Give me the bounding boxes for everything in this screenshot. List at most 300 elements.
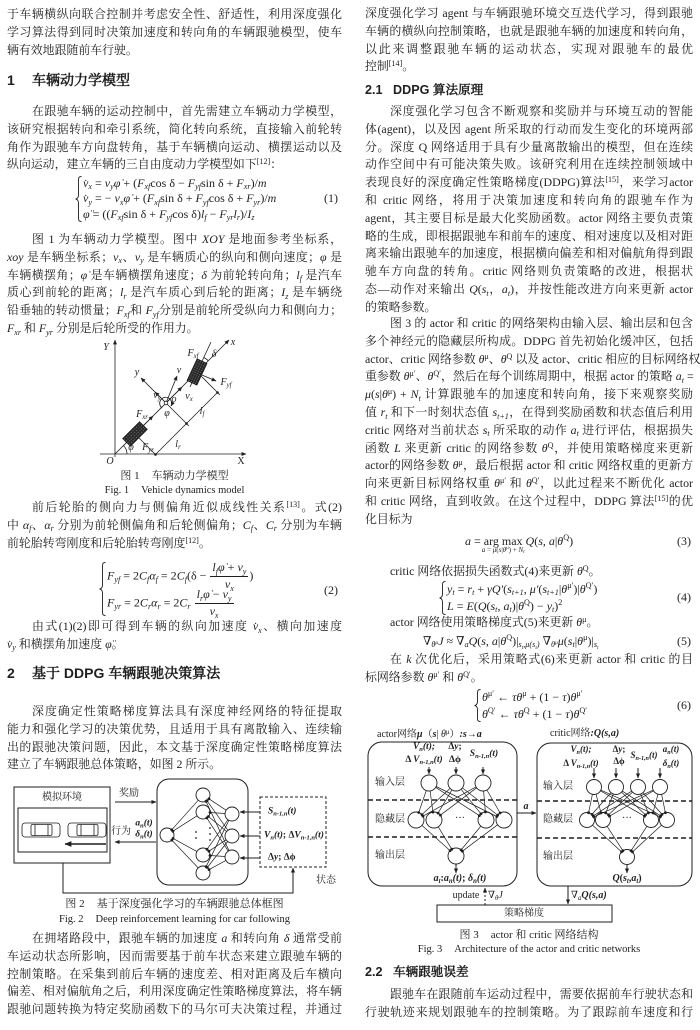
subscript: y: [140, 256, 144, 266]
text-line: [7, 121, 342, 139]
paragraph: [7, 930, 342, 1019]
text-run: 。: [588, 564, 601, 578]
text-run: = ((: [89, 206, 111, 221]
superscript: μ: [554, 640, 558, 647]
text-run: 和: [21, 320, 39, 335]
math-italic: I: [281, 285, 286, 300]
equation-line: [482, 707, 587, 722]
text-line: [365, 228, 693, 246]
caption-label: Fig. 1: [104, 485, 130, 496]
subscript: t: [385, 411, 388, 421]
math-italic: φ̇: [218, 560, 225, 574]
text-run: 为前轮转向角；: [206, 267, 297, 282]
subscript: t: [523, 550, 525, 556]
subscript: n: [667, 749, 671, 756]
network-connection: [462, 825, 497, 851]
text-run: (: [477, 281, 482, 296]
network-connection: [436, 787, 480, 815]
text-line: [7, 739, 342, 757]
text-run: |: [436, 729, 441, 740]
text-line: [7, 6, 342, 24]
text-run: 动作空间中有可能决策失败。该研究利用在连续控制领域中: [365, 157, 693, 172]
math-italic: o: [171, 394, 177, 405]
superscript: μ′: [500, 476, 507, 486]
math-italic: S: [268, 806, 274, 817]
bold-italic-text: :Q(s,a): [590, 728, 620, 739]
superscript: Q: [563, 533, 570, 543]
text-run: 分别为车辆: [276, 517, 342, 532]
label-vehicle-y-axis: [135, 368, 139, 378]
bold-italic-text: (s,a): [588, 890, 607, 901]
math-italic: I: [247, 206, 252, 221]
neuron-node: [587, 780, 602, 795]
subscript: t: [507, 288, 511, 298]
math-italic: μ: [557, 633, 564, 648]
math-italic: S: [469, 749, 476, 759]
text-run: 态—动作对来输出: [365, 281, 470, 296]
math-italic: θ: [576, 615, 583, 629]
paragraph: [7, 231, 342, 338]
subscript: x: [258, 625, 262, 635]
caption-text: Deep reinforcement learning for car following: [95, 914, 290, 925]
math-italic: a: [675, 369, 682, 384]
text-run: 通常受前: [289, 931, 342, 945]
math-italic: v: [237, 560, 243, 574]
math-italic: φ̈: [83, 206, 90, 221]
text-line: [7, 948, 342, 966]
text-run: 来更新 critic 的网络参数: [400, 440, 542, 455]
text-run: 深度确定性策略梯度算法具有深度神经网络的特征提取: [32, 704, 342, 718]
text-run: ，: [488, 281, 502, 296]
paragraph: [7, 703, 342, 774]
math-italic: τ: [565, 706, 570, 721]
text-run: 是地面参考坐标系，: [224, 232, 342, 246]
text-run: = 2: [120, 568, 140, 583]
subscript: [551, 640, 558, 649]
text-run: ; Δ: [282, 830, 295, 841]
text-run: sin δ +: [200, 175, 237, 190]
text-run: −: [209, 587, 223, 601]
math-italic: θ: [541, 440, 548, 455]
math-italic: r: [380, 404, 386, 419]
math-italic: a: [433, 873, 439, 884]
paragraph: [365, 315, 700, 529]
text-run: sin δ +: [160, 191, 196, 205]
text-line: [365, 368, 693, 386]
superscript: [12]: [256, 157, 271, 167]
text-run: ∇: [539, 633, 551, 648]
label-origin: [106, 457, 113, 467]
state-deviation-label: [268, 853, 296, 863]
math-italic: θ: [525, 476, 532, 491]
network-graphs: [408, 775, 675, 865]
fraction: [195, 588, 234, 619]
connection-arrowhead: [480, 812, 483, 815]
text-line: [365, 651, 693, 669]
math-italic: y: [134, 367, 140, 378]
math-italic: θ: [478, 351, 485, 366]
text-line: [365, 315, 693, 333]
math-italic: (t): [433, 755, 443, 765]
math-italic: μ: [492, 545, 497, 554]
math-italic: s: [567, 633, 573, 648]
network-connection: [210, 813, 225, 814]
math-italic: θ: [403, 369, 410, 384]
text-run: 是车辆坐标系；: [23, 249, 114, 264]
actor-network-title: [377, 730, 482, 740]
math-italic: s: [482, 422, 488, 437]
math-italic: v: [113, 249, 119, 264]
subscript: a: [464, 640, 469, 650]
math-italic: F: [159, 206, 167, 221]
superscript: μ′: [487, 689, 495, 699]
text-run: 辆有效地跟随前车行驶。: [7, 42, 138, 57]
figure-3: [360, 726, 698, 926]
critic-network-title: [550, 729, 619, 739]
superscript: μ′: [567, 581, 574, 591]
update-label: update: [452, 890, 480, 901]
dimension-tick: [216, 391, 219, 394]
label-row: [631, 749, 658, 763]
text-run: ): [569, 706, 574, 721]
subscript: yf: [202, 197, 209, 207]
math-italic: θ: [550, 640, 555, 650]
neuron-node: [653, 780, 668, 795]
neuron-node: [475, 775, 491, 791]
section-title: 车辆跟驰误差: [393, 965, 469, 979]
dimension-tick: [185, 422, 188, 425]
subscript: t: [552, 605, 555, 615]
text-line: [7, 703, 342, 721]
text-run: ,: [628, 873, 632, 884]
text-run: 前后轮胎的侧向力与侧偏角近似成线性关系: [32, 500, 287, 514]
math-italic: F: [187, 348, 194, 359]
text-line: [365, 1004, 693, 1022]
math-italic: F: [145, 303, 153, 318]
math-italic: γQ′: [487, 581, 504, 596]
numerator: [210, 561, 248, 577]
text-run: actor 网络使用策略梯度式(5)来更新: [390, 615, 577, 629]
math-italic: V: [413, 755, 420, 765]
math-italic: δ: [662, 758, 668, 768]
math-italic: S: [630, 750, 636, 760]
subscript: t: [636, 878, 639, 886]
text-run: critic 网络对当前状态: [365, 422, 483, 437]
text-line: [7, 42, 342, 60]
label-ground-x-axis: [237, 457, 244, 467]
equation-number: (3): [677, 533, 691, 548]
math-italic: F: [7, 320, 15, 335]
superscript: μ′: [433, 669, 440, 679]
math-italic: φ̇: [80, 267, 88, 282]
subscript: t: [509, 605, 512, 615]
label-row: [613, 743, 626, 755]
math-italic: F: [116, 303, 124, 318]
text-run: 控制策略。在采集到前后车辆的速度差、相对距离及后车横向: [7, 966, 342, 981]
subscript: r: [123, 291, 127, 301]
superscript: μ: [435, 640, 439, 647]
superscript: Q: [547, 440, 554, 450]
text-run: 跟驰车在跟随前车运动过程中，需要依据前车行驶状态和: [390, 987, 693, 1001]
math-italic: v̇: [252, 619, 259, 633]
text-line: [7, 302, 342, 320]
text-run: 进行评估，根据损失: [578, 422, 693, 437]
caption-label: 图 2: [65, 898, 85, 910]
text-run: 是车辆横摆角速度；: [87, 267, 202, 282]
subscript: f: [299, 274, 302, 284]
math-italic: s: [593, 640, 598, 650]
network-connection: [592, 793, 611, 815]
state-label: 状态: [316, 875, 336, 886]
text-run: 向来更新目标网络权重: [365, 476, 495, 491]
text-run: ←: [495, 706, 514, 721]
network-connection: [173, 816, 197, 831]
text-line: [365, 986, 693, 1004]
text-run: 以此来调整跟驰车辆的运动状态，实现对跟驰车的最优: [365, 41, 693, 56]
ellipsis-dot: [209, 833, 211, 835]
math-italic: Q: [468, 633, 478, 648]
text-run: 图 1 为车辆动力学模型。图中: [32, 232, 203, 246]
section-number: 1: [7, 72, 15, 88]
text-line: [365, 333, 693, 351]
equation-brace: [75, 176, 83, 222]
text-line: [365, 139, 693, 157]
text-run: 、: [252, 517, 266, 532]
equation-line: [107, 587, 235, 620]
connection-arrowhead: [461, 850, 464, 853]
math-italic: a: [491, 633, 498, 648]
subscript: xr: [142, 414, 148, 422]
math-italic: τθ: [513, 706, 524, 721]
superscript: Q′: [463, 669, 471, 679]
math-italic: F: [187, 175, 196, 190]
text-line: [365, 351, 700, 369]
equation-number: (4): [677, 590, 691, 604]
subscript: t: [681, 375, 684, 385]
math-italic: φ: [320, 249, 327, 264]
connection-arrowhead: [652, 811, 655, 814]
text-run: + (: [130, 191, 147, 205]
subscript: t: [597, 644, 599, 651]
math-italic: Q: [469, 281, 478, 296]
connection-arrowhead: [592, 816, 595, 819]
simulation-environment-label: 模拟环境: [42, 792, 82, 803]
critic-hidden-ellipsis: ···: [622, 813, 632, 824]
action-acceleration-label: [135, 819, 152, 829]
subscript: r: [273, 524, 277, 534]
dimension-tick: [154, 453, 157, 456]
text-run: 分。深度 Q 网络适用于具有少量离散输出的模型，但在连续: [365, 139, 693, 154]
ellipsis-dot: [195, 831, 197, 833]
text-run: =: [91, 175, 105, 190]
section-heading-2: [7, 664, 337, 682]
paragraph: [7, 499, 342, 552]
text-run: Δ: [268, 852, 274, 863]
text-run: (: [619, 873, 624, 884]
label-vehicle-x-axis: [231, 338, 235, 348]
math-italic: r: [467, 581, 473, 596]
math-italic: s: [542, 581, 548, 596]
text-run: ): [249, 568, 254, 583]
heading-angle-arc: [124, 446, 128, 455]
math-italic: δ: [283, 931, 290, 945]
superscript: Q: [506, 351, 513, 361]
text-run: 于车辆横纵向联合控制并考虑安全性、舒适性，利用深度强化: [7, 7, 342, 21]
subscript: t: [418, 393, 421, 403]
math-italic: C: [139, 595, 148, 610]
text-run: |: [558, 581, 562, 596]
math-italic: a: [501, 281, 508, 296]
section-number: 2.1: [365, 83, 383, 97]
superscript: Q′: [433, 369, 441, 379]
math-italic: k: [406, 652, 412, 666]
caption-text: 基于深度强化学习的车辆跟驰总体框图: [96, 898, 284, 910]
superscript: μ: [484, 351, 489, 361]
text-run: (: [473, 598, 478, 613]
math-italic: μ′: [529, 581, 539, 596]
text-run: ): [638, 873, 642, 884]
math-italic: τ: [562, 689, 567, 704]
text-run: arg max: [483, 533, 523, 548]
subscript: t+1: [511, 588, 524, 598]
text-run: ∇: [571, 890, 578, 901]
text-line: [365, 457, 693, 475]
subsection-heading-2-2: [365, 963, 695, 981]
text-run: 分别是前轮所受纵向力和侧向力；: [158, 303, 342, 318]
subscript: y: [110, 182, 114, 192]
paragraph: [365, 651, 693, 687]
equation-line: [83, 207, 255, 222]
text-run: 车辆横摆角；: [7, 267, 81, 282]
text-run: agent，其主要目标是最大化奖励函数。actor 网络主要负责策: [365, 210, 693, 225]
bold-italic-text: a: [523, 801, 529, 812]
label-row: [563, 743, 598, 757]
text-run: 、: [488, 351, 501, 366]
figure-1-caption-en: [7, 484, 342, 498]
math-italic: XOY: [202, 232, 225, 246]
text-run: Δ: [405, 755, 414, 765]
text-run: 是车辆绕: [288, 285, 342, 300]
math-italic: δ: [467, 873, 474, 884]
text-run: ): [536, 640, 540, 650]
text-line: [7, 231, 342, 249]
actor-input-deviation-label: [448, 741, 461, 767]
subscript: a: [577, 895, 582, 903]
text-line: [365, 174, 693, 192]
center-of-gravity: [164, 401, 168, 405]
equation-number: (6): [677, 698, 691, 712]
network-connection: [172, 800, 199, 830]
actor-hidden-ellipsis: ···: [455, 813, 465, 824]
text-run: ∇: [488, 890, 495, 901]
label-row: [448, 741, 461, 754]
critic-input-velocity-label: [563, 743, 598, 771]
text-run: |: [554, 533, 558, 548]
math-italic: τθ: [512, 689, 523, 704]
equation-line: [107, 560, 254, 593]
text-run: 离来输出跟驰车的加速度，根据横向偏差和相对偏航角得到跟: [365, 246, 693, 261]
label-fxf: [187, 349, 198, 359]
caption-label: Fig. 3: [417, 944, 443, 955]
superscript: Q′: [585, 581, 594, 591]
figure-1: [90, 335, 260, 467]
text-line: [365, 511, 693, 529]
bold-italic-text: μ: [417, 729, 423, 740]
text-run: Δ: [612, 744, 619, 754]
math-italic: F: [38, 320, 47, 335]
text-run: 所采取的动作: [489, 422, 571, 437]
subscript: yf: [152, 309, 159, 319]
text-line: [365, 299, 693, 317]
text-run: = 2: [160, 595, 180, 610]
label-row: [448, 754, 461, 767]
ellipsis-dot: [195, 837, 197, 839]
text-run: 纵向运动，建立车辆的三自由度动力学模型如下: [7, 157, 257, 172]
text-line: [7, 249, 342, 267]
math-italic: C: [139, 568, 148, 583]
text-run: 在: [390, 652, 407, 666]
text-run: (: [486, 598, 491, 613]
label-cg: [172, 395, 177, 405]
paragraph: [7, 618, 342, 654]
math-italic: v: [176, 365, 182, 376]
math-italic: x: [230, 337, 236, 348]
connection-arrowhead: [205, 817, 208, 820]
actor-input-velocity-label: [405, 741, 442, 767]
text-run: (: [477, 633, 482, 648]
label-row: [470, 748, 498, 761]
neural-network-graph: [160, 788, 239, 880]
label-fyr: [142, 443, 154, 453]
equation-line: [83, 176, 267, 191]
text-run: :: [440, 873, 444, 884]
numerator: [195, 588, 234, 604]
subscript: t: [487, 429, 490, 439]
superscript: μ: [387, 387, 393, 397]
text-run: ) −: [529, 598, 547, 613]
text-line: [365, 404, 693, 422]
math-italic: s: [374, 387, 380, 402]
math-italic: V: [412, 742, 420, 752]
math-italic: (t): [287, 806, 297, 817]
math-italic: a: [135, 818, 141, 829]
superscript: Q: [582, 563, 589, 573]
text-run: ≈ ∇: [443, 633, 465, 648]
math-italic: φ: [164, 408, 170, 419]
text-run: actor网络: [377, 729, 417, 740]
text-run: ,: [523, 640, 526, 650]
math-italic: (t): [273, 830, 283, 841]
superscript: μ: [506, 546, 509, 552]
math-italic: φ̈: [105, 636, 112, 651]
math-italic: E: [466, 598, 474, 613]
subscript: r: [50, 524, 54, 534]
subscript: f: [204, 213, 207, 223]
text-run: 值: [365, 404, 381, 419]
superscript: μ: [583, 633, 588, 643]
network-connection: [662, 794, 666, 812]
operator-limit: [482, 547, 525, 555]
text-line: [7, 983, 342, 1001]
math-italic: θ: [579, 581, 586, 596]
math-italic: θ: [500, 633, 507, 648]
text-run: 建立了车辆跟驰总体策略，如图 2 所示。: [7, 757, 222, 772]
text-line: [365, 245, 693, 263]
subscript: xf: [117, 213, 124, 223]
network-connection: [209, 799, 226, 810]
math-italic: L: [447, 598, 454, 613]
math-italic: θ: [570, 689, 577, 704]
